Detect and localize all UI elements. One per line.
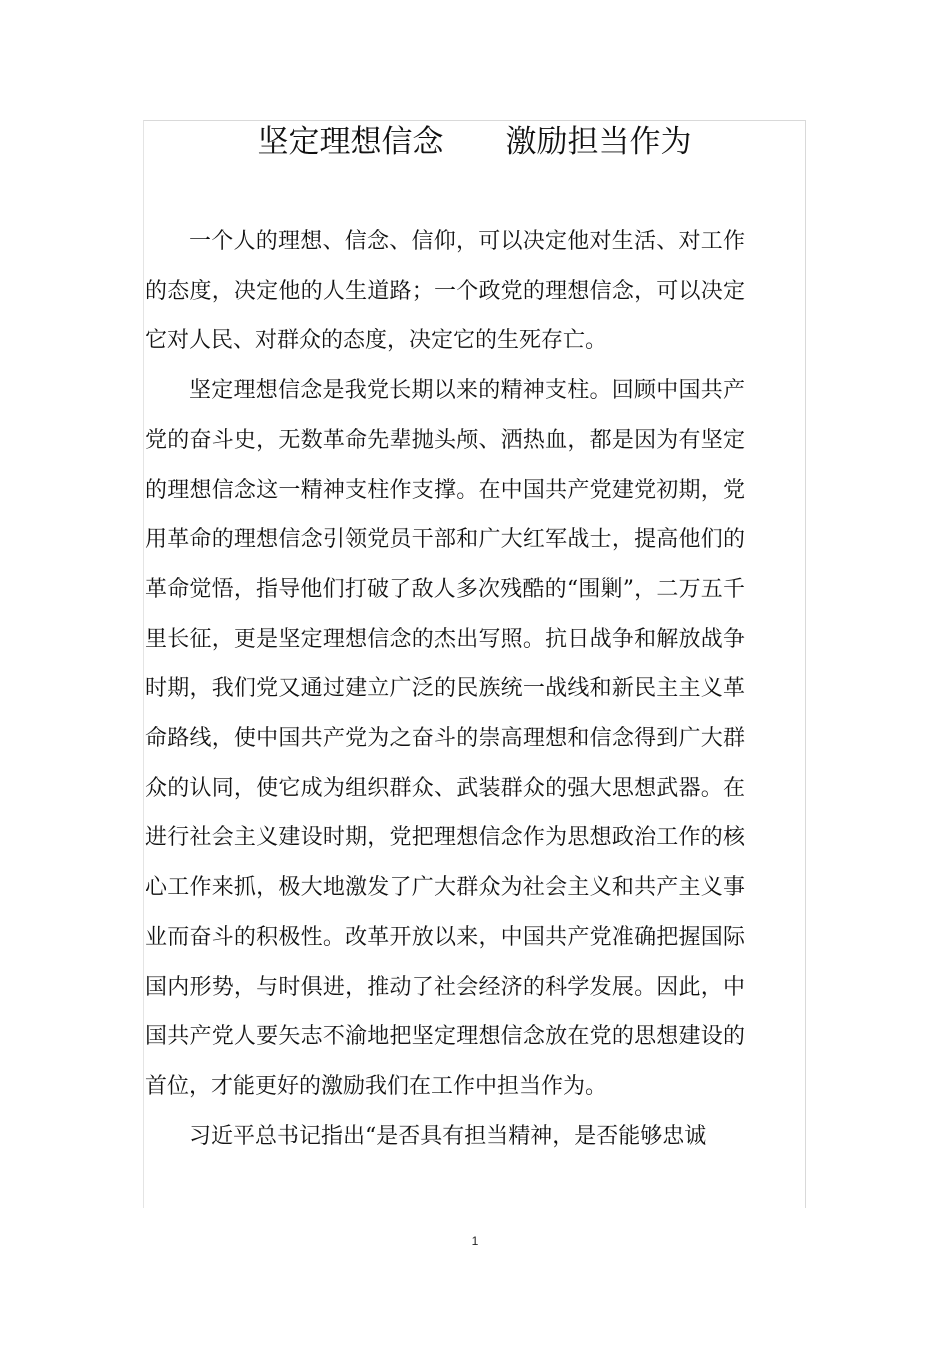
paragraph-3: 习近平总书记指出“是否具有担当精神，是否能够忠诚 [189, 1123, 707, 1149]
paragraph-2: 坚定理想信念是我党长期以来的精神支柱。回顾中国共产党的奋斗史，无数革命先辈抛头颅、洒热血，都是因为有坚定的理想信念这一精神支柱作支撑。在中国共产党建党初期，党用革命的理想信念引领党员干部和广大红军战士，提高他们的革命觉悟，指导他们打破了敌人多次残酷的“围剿”，二万五千里长征，更是坚定理想信念的杰出写照。抗日战争和解放战争时期，我们党又通过建立广泛的民族统一战线和新民主主义革命路线，使中国共产党为之奋斗的崇高理想和信念得到广大群众的认同，使它成为组织群众、武装群众的强大思想武器。在进行社会主义建设时期，党把理想信念作为思想政治工作的核心工作来抓，极大地激发了广大群众为社会主义和共产主义事业而奋斗的积极性。改革开放以来，中国共产党准确把握国际国内形势，与时俱进，推动了社会经济的科学发展。因此，中国共产党人要矢志不渝地把坚定理想信念放在党的思想建设的首位，才能更好的激励我们在工作中担当作为。 [145, 378, 745, 1099]
document-body [145, 217, 745, 1161]
page-number: 1 [471, 1234, 479, 1248]
paragraph-1: 一个人的理想、信念、信仰，可以决定他对生活、对工作的态度，决定他的人生道路；一个政党的理想信念，可以决定它对人民、对群众的态度，决定它的生死存亡。 [145, 229, 745, 354]
document-title: 坚定理想信念 激励担当作为 [257, 124, 692, 160]
